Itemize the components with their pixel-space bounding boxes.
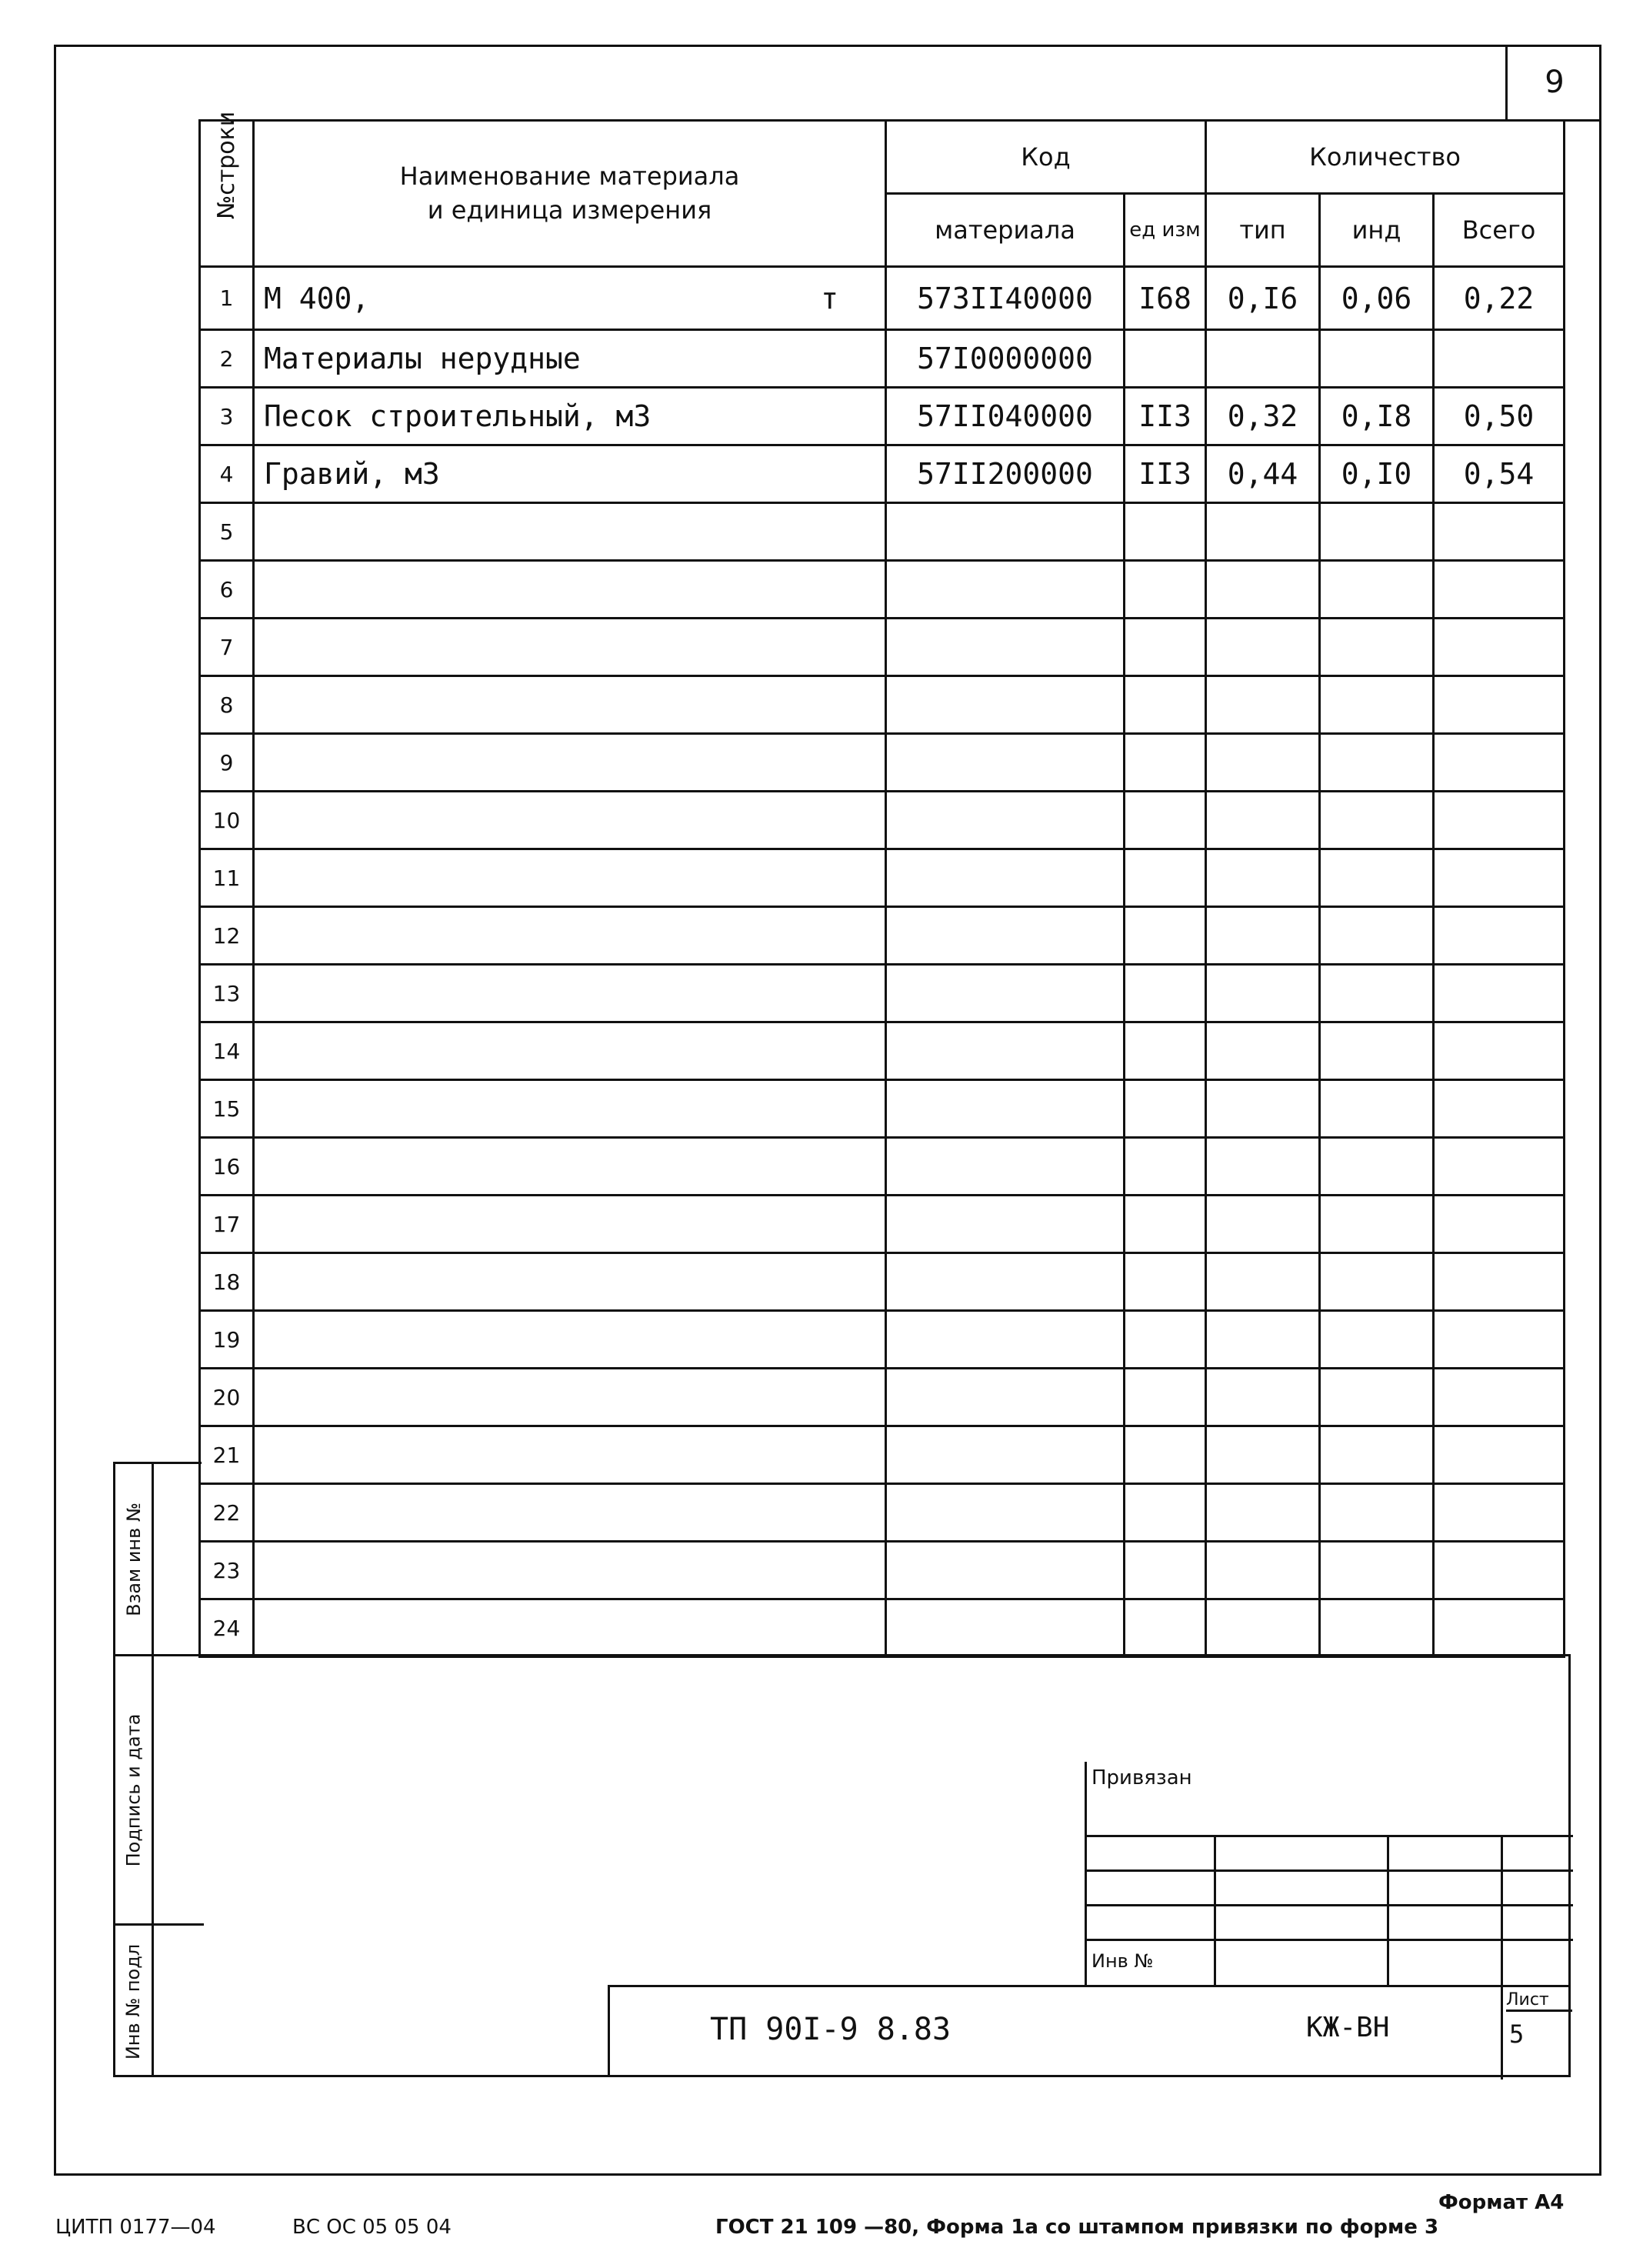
material-code — [886, 965, 1125, 1022]
qty-ind — [1320, 676, 1434, 734]
qty-ind: 0,I8 — [1320, 388, 1434, 445]
material-unit-label: т — [821, 281, 838, 315]
qty-ind: 0,I0 — [1320, 445, 1434, 503]
qty-tip — [1206, 1484, 1320, 1542]
table-row — [200, 561, 1565, 619]
material-code — [886, 734, 1125, 792]
side-cell-inv — [115, 1926, 204, 2077]
table-row — [200, 965, 1565, 1022]
material-code — [886, 1599, 1125, 1657]
table-row — [200, 1138, 1565, 1196]
table-row — [200, 267, 1565, 330]
qty-total — [1434, 1426, 1565, 1484]
qty-tip — [1206, 792, 1320, 849]
material-name-cell — [254, 1022, 886, 1080]
table-row — [200, 1253, 1565, 1311]
row-number: 5 — [200, 503, 254, 561]
qty-tip — [1206, 734, 1320, 792]
footer-right: ГОСТ 21 109 —80, Форма 1а со штампом привязки по форме 3 — [715, 2216, 1439, 2239]
material-code — [886, 792, 1125, 849]
unit-code — [1125, 1253, 1206, 1311]
qty-total — [1434, 330, 1565, 388]
qty-tip — [1206, 849, 1320, 907]
material-name-cell — [254, 503, 886, 561]
row-number: 15 — [200, 1080, 254, 1138]
row-number: 24 — [200, 1599, 254, 1657]
qty-tip — [1206, 1138, 1320, 1196]
material-code — [886, 503, 1125, 561]
material-code — [886, 1138, 1125, 1196]
material-name-cell — [254, 849, 886, 907]
qty-total — [1434, 1599, 1565, 1657]
qty-tip — [1206, 1369, 1320, 1426]
unit-code — [1125, 619, 1206, 676]
qty-ind — [1320, 1369, 1434, 1426]
unit-code — [1125, 1599, 1206, 1657]
qty-tip — [1206, 330, 1320, 388]
qty-total: 0,50 — [1434, 388, 1565, 445]
qty-total: 0,54 — [1434, 445, 1565, 503]
qty-ind — [1320, 1253, 1434, 1311]
table-row — [200, 734, 1565, 792]
qty-tip — [1206, 1426, 1320, 1484]
unit-code — [1125, 907, 1206, 965]
qty-total — [1434, 1022, 1565, 1080]
materials-table — [198, 111, 1565, 1658]
material-name-cell — [254, 1542, 886, 1599]
row-number: 10 — [200, 792, 254, 849]
material-name-cell — [254, 267, 886, 330]
side-label-vzam: Взам инв № — [122, 1502, 145, 1616]
qty-total — [1434, 1311, 1565, 1369]
material-code — [886, 676, 1125, 734]
row-number: 1 — [200, 267, 254, 330]
material-name-cell — [254, 676, 886, 734]
row-number: 14 — [200, 1022, 254, 1080]
row-number: 8 — [200, 676, 254, 734]
unit-code — [1125, 1196, 1206, 1253]
material-name-cell — [254, 1196, 886, 1253]
qty-ind — [1320, 734, 1434, 792]
doc-code: ТП 90I-9 8.83 — [710, 2012, 951, 2047]
table-row — [200, 1080, 1565, 1138]
header-name-line1: Наименование материала — [399, 162, 740, 192]
qty-tip — [1206, 1196, 1320, 1253]
material-name-cell — [254, 1426, 886, 1484]
footer-mid: ВС ОС 05 05 04 — [292, 2216, 452, 2239]
row-number: 7 — [200, 619, 254, 676]
material-name: Материалы нерудные — [264, 342, 581, 375]
material-code — [886, 1196, 1125, 1253]
side-stamp-strip — [113, 1462, 202, 2077]
material-code — [886, 1542, 1125, 1599]
table-row — [200, 676, 1565, 734]
qty-tip: 0,I6 — [1206, 267, 1320, 330]
table-row — [200, 619, 1565, 676]
table-row — [200, 849, 1565, 907]
material-name-cell — [254, 1138, 886, 1196]
material-name-cell — [254, 734, 886, 792]
qty-total — [1434, 676, 1565, 734]
material-code — [886, 907, 1125, 965]
sheet-cell — [1501, 1987, 1573, 2080]
header-tip: тип — [1206, 194, 1320, 267]
table-row — [200, 1484, 1565, 1542]
material-name-cell — [254, 619, 886, 676]
qty-tip — [1206, 1542, 1320, 1599]
table-row — [200, 1311, 1565, 1369]
footer-left: ЦИТП 0177—04 — [55, 2216, 216, 2239]
qty-tip — [1206, 561, 1320, 619]
material-code: 573II40000 — [886, 267, 1125, 330]
row-number: 6 — [200, 561, 254, 619]
qty-ind — [1320, 1080, 1434, 1138]
material-code — [886, 1080, 1125, 1138]
unit-code — [1125, 965, 1206, 1022]
material-name-cell — [254, 1311, 886, 1369]
row-number: 23 — [200, 1542, 254, 1599]
qty-ind — [1320, 561, 1434, 619]
row-number: 21 — [200, 1426, 254, 1484]
qty-ind — [1320, 1196, 1434, 1253]
material-name: Песок строительный, м3 — [264, 399, 652, 433]
qty-tip — [1206, 676, 1320, 734]
doc-mark: КЖ-ВН — [1306, 2012, 1390, 2043]
material-name-cell — [254, 1253, 886, 1311]
table-row — [200, 907, 1565, 965]
unit-code — [1125, 561, 1206, 619]
material-name-cell — [254, 792, 886, 849]
header-name-line2: и единица измерения — [427, 195, 712, 225]
qty-total — [1434, 1080, 1565, 1138]
row-number: 19 — [200, 1311, 254, 1369]
binding-inv-label: Инв № — [1091, 1950, 1154, 1972]
row-number: 16 — [200, 1138, 254, 1196]
material-name-cell — [254, 561, 886, 619]
material-code — [886, 1311, 1125, 1369]
row-number: 20 — [200, 1369, 254, 1426]
binding-block — [1085, 1762, 1571, 1985]
qty-ind — [1320, 1022, 1434, 1080]
unit-code: II3 — [1125, 445, 1206, 503]
material-name-cell — [254, 907, 886, 965]
qty-total — [1434, 1196, 1565, 1253]
material-name-cell — [254, 965, 886, 1022]
material-name-cell — [254, 445, 886, 503]
material-name-cell — [254, 330, 886, 388]
row-number: 2 — [200, 330, 254, 388]
header-material-name — [254, 121, 886, 267]
qty-ind — [1320, 1542, 1434, 1599]
qty-ind — [1320, 849, 1434, 907]
qty-ind — [1320, 1484, 1434, 1542]
table-row — [200, 1426, 1565, 1484]
qty-tip — [1206, 1022, 1320, 1080]
side-label-inv: Инв № подл — [122, 1943, 145, 2060]
table-row — [200, 1542, 1565, 1599]
unit-code — [1125, 1426, 1206, 1484]
material-code — [886, 1369, 1125, 1426]
material-code — [886, 619, 1125, 676]
header-ind: инд — [1320, 194, 1434, 267]
unit-code — [1125, 676, 1206, 734]
format-label: Формат А4 — [1438, 2191, 1565, 2214]
qty-total: 0,22 — [1434, 267, 1565, 330]
side-label-podpis: Подпись и дата — [122, 1713, 145, 1866]
material-code — [886, 849, 1125, 907]
material-name: М 400, — [264, 281, 370, 315]
qty-total — [1434, 734, 1565, 792]
material-name-cell — [254, 1369, 886, 1426]
table-row — [200, 792, 1565, 849]
row-number: 13 — [200, 965, 254, 1022]
material-code — [886, 1484, 1125, 1542]
qty-ind — [1320, 503, 1434, 561]
qty-tip — [1206, 1080, 1320, 1138]
qty-tip — [1206, 907, 1320, 965]
table-row — [200, 1369, 1565, 1426]
unit-code — [1125, 330, 1206, 388]
material-code: 57II200000 — [886, 445, 1125, 503]
qty-ind — [1320, 1311, 1434, 1369]
unit-code — [1125, 849, 1206, 907]
material-name-cell — [254, 1080, 886, 1138]
header-unit: ед изм — [1125, 194, 1206, 267]
qty-ind — [1320, 1426, 1434, 1484]
qty-ind — [1320, 1138, 1434, 1196]
table-row — [200, 1196, 1565, 1253]
row-number: 22 — [200, 1484, 254, 1542]
row-number: 12 — [200, 907, 254, 965]
qty-total — [1434, 561, 1565, 619]
row-number: 17 — [200, 1196, 254, 1253]
unit-code — [1125, 1022, 1206, 1080]
table-row — [200, 388, 1565, 445]
material-code: 57II040000 — [886, 388, 1125, 445]
qty-total — [1434, 1369, 1565, 1426]
qty-total — [1434, 849, 1565, 907]
unit-code — [1125, 1138, 1206, 1196]
row-number: 18 — [200, 1253, 254, 1311]
qty-tip — [1206, 965, 1320, 1022]
material-code — [886, 1253, 1125, 1311]
material-name-cell — [254, 1484, 886, 1542]
material-code — [886, 561, 1125, 619]
qty-ind: 0,06 — [1320, 267, 1434, 330]
side-cell-podpis — [115, 1656, 204, 1926]
qty-tip: 0,32 — [1206, 388, 1320, 445]
unit-code — [1125, 1542, 1206, 1599]
sheet-number: 5 — [1509, 2020, 1525, 2049]
qty-ind — [1320, 1599, 1434, 1657]
qty-total — [1434, 1138, 1565, 1196]
qty-total — [1434, 1253, 1565, 1311]
material-name-cell — [254, 1599, 886, 1657]
sheet-label: Лист — [1506, 1990, 1572, 2012]
material-code: 57I0000000 — [886, 330, 1125, 388]
qty-ind — [1320, 619, 1434, 676]
row-number: 3 — [200, 388, 254, 445]
unit-code — [1125, 1484, 1206, 1542]
table-row — [200, 503, 1565, 561]
header-quantity: Количество — [1206, 121, 1565, 194]
header-material-code: материала — [886, 194, 1125, 267]
unit-code: I68 — [1125, 267, 1206, 330]
qty-tip — [1206, 1599, 1320, 1657]
qty-tip — [1206, 619, 1320, 676]
qty-total — [1434, 619, 1565, 676]
page-number: 9 — [1505, 45, 1601, 122]
row-number: 9 — [200, 734, 254, 792]
qty-ind — [1320, 792, 1434, 849]
table-row — [200, 330, 1565, 388]
material-name-cell — [254, 388, 886, 445]
row-number: 11 — [200, 849, 254, 907]
qty-tip — [1206, 1253, 1320, 1311]
qty-total — [1434, 965, 1565, 1022]
qty-tip — [1206, 503, 1320, 561]
qty-ind — [1320, 330, 1434, 388]
material-code — [886, 1022, 1125, 1080]
header-row-number: №строки — [200, 121, 254, 267]
material-code — [886, 1426, 1125, 1484]
qty-total — [1434, 503, 1565, 561]
qty-total — [1434, 1484, 1565, 1542]
unit-code — [1125, 1369, 1206, 1426]
table-row — [200, 1599, 1565, 1657]
material-name: Гравий, м3 — [264, 457, 440, 491]
row-number: 4 — [200, 445, 254, 503]
qty-ind — [1320, 907, 1434, 965]
unit-code — [1125, 1311, 1206, 1369]
binding-title: Привязан — [1091, 1766, 1192, 1789]
unit-code: II3 — [1125, 388, 1206, 445]
qty-tip — [1206, 1311, 1320, 1369]
qty-total — [1434, 907, 1565, 965]
unit-code — [1125, 734, 1206, 792]
unit-code — [1125, 503, 1206, 561]
qty-total — [1434, 792, 1565, 849]
header-total: Всего — [1434, 194, 1565, 267]
qty-tip: 0,44 — [1206, 445, 1320, 503]
side-cell-vzam — [115, 1464, 204, 1656]
unit-code — [1125, 792, 1206, 849]
title-block — [608, 1985, 1571, 2077]
qty-ind — [1320, 965, 1434, 1022]
unit-code — [1125, 1080, 1206, 1138]
table-row — [200, 1022, 1565, 1080]
qty-total — [1434, 1542, 1565, 1599]
table-row — [200, 445, 1565, 503]
header-code: Код — [886, 121, 1206, 194]
